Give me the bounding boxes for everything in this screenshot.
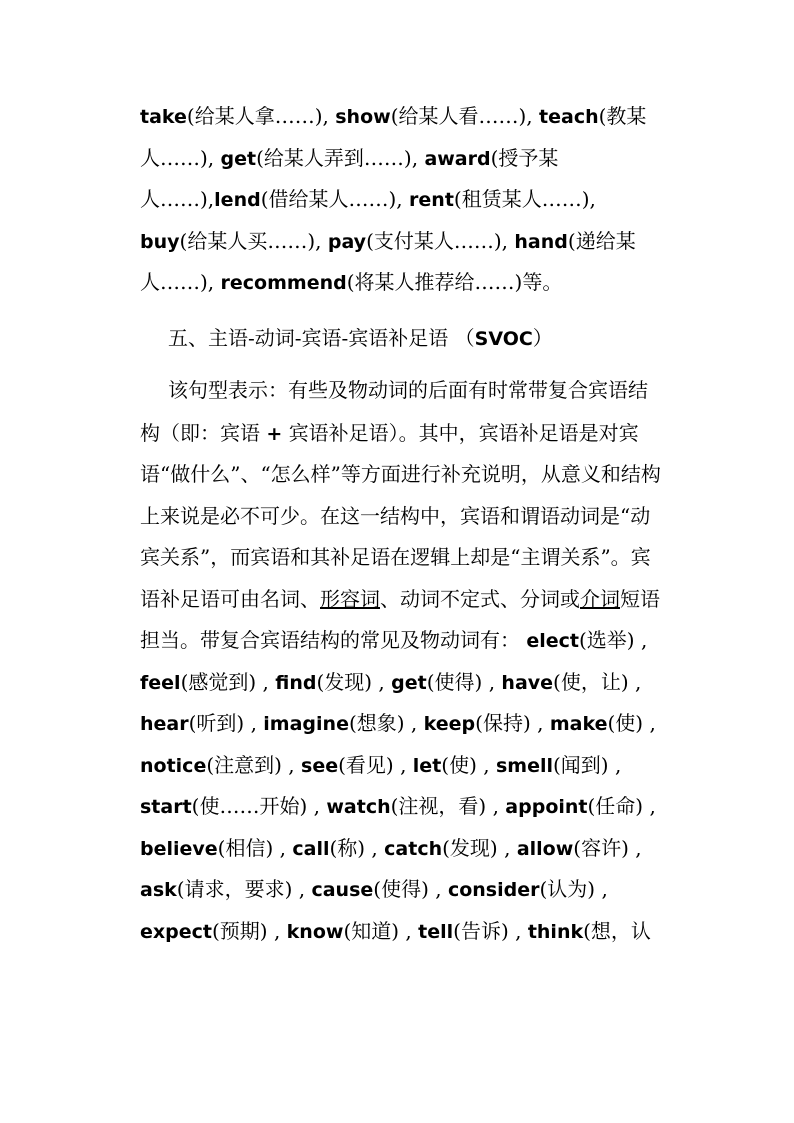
verb-get: get: [220, 148, 257, 170]
text-line: [140, 502, 660, 530]
paragraph-text: 宾语补足语）。其中，宾语补足语是对宾: [282, 421, 639, 445]
text-line: [140, 917, 660, 946]
verb-think: think: [527, 921, 584, 943]
gloss: (容许) ,: [573, 836, 642, 860]
gloss: (注视，看) ,: [390, 794, 506, 818]
verb-teach: teach: [539, 106, 599, 128]
gloss: (注意到) ,: [206, 753, 302, 777]
verb-make: make: [549, 713, 608, 735]
verb-elect: elect: [526, 630, 579, 652]
gloss: (知道) ,: [343, 919, 419, 943]
text-line: [140, 419, 660, 448]
text-line: [140, 185, 660, 214]
gloss: (给某人买……),: [179, 229, 328, 253]
verb-see: see: [301, 755, 339, 777]
gloss: (借给某人……),: [260, 187, 410, 211]
section-heading: [168, 324, 553, 353]
gloss: (租赁某人……),: [453, 187, 596, 211]
verb-let: let: [412, 755, 442, 777]
verb-cause: cause: [311, 879, 374, 901]
text-line: [140, 751, 660, 780]
gloss: 人……),: [140, 187, 215, 211]
verb-appoint: appoint: [505, 796, 588, 818]
paragraph-text: 短语: [620, 587, 660, 611]
text-line: [168, 376, 688, 404]
verb-hand: hand: [514, 231, 568, 253]
verb-allow: allow: [516, 838, 574, 860]
gloss: (闻到) ,: [553, 753, 622, 777]
text-line: [140, 585, 660, 613]
heading-text: ）: [532, 326, 553, 350]
verb-find: find: [275, 672, 317, 694]
gloss: (称) ,: [329, 836, 385, 860]
gloss: (感觉到) ,: [180, 670, 276, 694]
gloss: (任命) ,: [587, 794, 656, 818]
gloss: (预期) ,: [211, 919, 287, 943]
gloss: (递给某: [567, 229, 636, 253]
underlined-term: 介词: [580, 587, 620, 611]
heading-code: SVOC: [474, 328, 533, 350]
verb-notice: notice: [140, 755, 207, 777]
verb-take: take: [140, 106, 187, 128]
paragraph-text: 、动词不定式、分词或: [380, 587, 580, 611]
gloss: (选举) ,: [579, 628, 648, 652]
text-line: [140, 102, 660, 131]
gloss: 人……),: [140, 146, 221, 170]
gloss: (想，认: [583, 919, 651, 943]
verb-buy: buy: [140, 231, 180, 253]
paragraph-text: 语“做什么”、“怎么样”等方面进行补充说明，从意义和结构: [140, 462, 661, 486]
verb-know: know: [286, 921, 344, 943]
gloss: (发现) ,: [442, 836, 517, 860]
text-line: [140, 268, 660, 297]
gloss: (使) ,: [607, 711, 656, 735]
gloss: (支付某人……),: [366, 229, 515, 253]
verb-keep: keep: [423, 713, 476, 735]
gloss: (听到) ,: [188, 711, 264, 735]
gloss: (告诉) ,: [453, 919, 528, 943]
text-line: [140, 543, 660, 571]
verb-consider: consider: [447, 879, 540, 901]
gloss: (使得) ,: [426, 670, 502, 694]
text-line: [140, 875, 660, 904]
verb-get: get: [391, 672, 427, 694]
verb-catch: catch: [384, 838, 443, 860]
gloss: (想象) ,: [348, 711, 424, 735]
paragraph-text: 担当。带复合宾语结构的常见及物动词有：: [140, 628, 527, 652]
gloss: (发现) ,: [316, 670, 392, 694]
verb-rent: rent: [409, 189, 454, 211]
gloss: (给某人弄到……),: [256, 146, 425, 170]
text-line: [140, 227, 660, 256]
text-line: [140, 626, 660, 655]
verb-tell: tell: [418, 921, 454, 943]
paragraph-text: 语补足语可由名词、: [140, 587, 320, 611]
heading-text: 五、主语-动词-宾语-宾语补足语 （: [168, 326, 475, 350]
gloss: (看见) ,: [338, 753, 413, 777]
verb-smell: smell: [495, 755, 553, 777]
paragraph-text: 宾关系”，而宾语和其补足语在逻辑上却是“主谓关系”。宾: [140, 545, 651, 569]
verb-have: have: [501, 672, 554, 694]
gloss: (教某: [598, 104, 647, 128]
verb-watch: watch: [326, 796, 391, 818]
text-line: [140, 709, 660, 738]
gloss: (将某人推荐给……)等。: [346, 270, 563, 294]
paragraph-text: 上来说是必不可少。在这一结构中，宾语和谓语动词是“动: [140, 504, 651, 528]
verb-show: show: [335, 106, 391, 128]
verb-hear: hear: [140, 713, 189, 735]
gloss: (给某人看……),: [390, 104, 540, 128]
text-line: [140, 834, 660, 863]
underlined-term: 形容词: [320, 587, 380, 611]
text-line: [140, 792, 660, 821]
text-line: [140, 144, 660, 173]
verb-expect: expect: [140, 921, 212, 943]
verb-believe: believe: [140, 838, 218, 860]
gloss: (认为) ,: [539, 877, 608, 901]
gloss: (使……开始) ,: [191, 794, 327, 818]
verb-ask: ask: [140, 879, 177, 901]
gloss: (使，让) ,: [553, 670, 642, 694]
text-line: [140, 460, 660, 488]
text-line: [140, 668, 660, 697]
verb-award: award: [424, 148, 491, 170]
gloss: (给某人拿……),: [186, 104, 336, 128]
gloss: (保持) ,: [475, 711, 550, 735]
gloss: (使得) ,: [373, 877, 448, 901]
verb-start: start: [140, 796, 192, 818]
gloss: (请求，要求) ,: [176, 877, 312, 901]
verb-pay: pay: [327, 231, 367, 253]
gloss: (使) ,: [441, 753, 496, 777]
gloss: (授予某: [490, 146, 559, 170]
gloss: (相信) ,: [217, 836, 293, 860]
gloss: 人……),: [140, 270, 221, 294]
verb-imagine: imagine: [263, 713, 349, 735]
verb-recommend: recommend: [220, 272, 347, 294]
verb-feel: feel: [140, 672, 181, 694]
verb-call: call: [292, 838, 330, 860]
plus-sign: +: [266, 423, 283, 445]
paragraph-text: 构（即：宾语: [140, 421, 267, 445]
verb-lend: lend: [214, 189, 261, 211]
paragraph-text: 该句型表示：有些及物动词的后面有时常带复合宾语结: [168, 378, 648, 402]
